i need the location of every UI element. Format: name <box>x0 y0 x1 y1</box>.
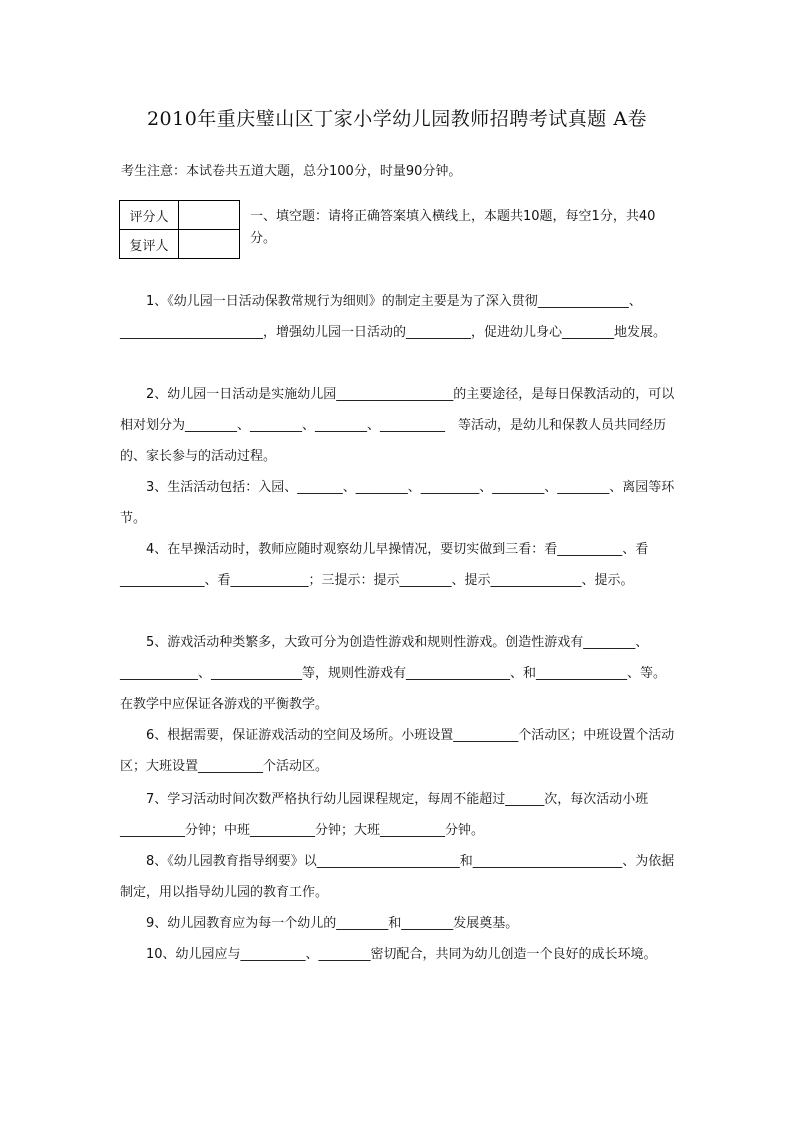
reviewer-cell[interactable] <box>179 230 240 259</box>
reviewer-label: 复评人 <box>120 230 179 259</box>
question-3 <box>120 472 676 534</box>
question-text: 10、幼儿园应与__________、________密切配合，共同为幼儿创造一个良好的成长环境。 <box>120 947 657 962</box>
question-text: 7、学习活动时间次数严格执行幼儿园课程规定，每周不能超过______次，每次活动小班__________分钟；中班__________分钟；大班__________分钟。 <box>120 792 649 838</box>
question-6 <box>120 720 676 782</box>
question-1 <box>120 286 676 348</box>
section-heading: 一、填空题：请将正确答案填入横线上，本题共10题，每空1分，共40分。 <box>250 209 656 246</box>
question-text: 3、生活活动包括：入园、_______、________、_________、________、________、离园等环节。 <box>120 480 675 526</box>
question-text: 9、幼儿园教育应为每一个幼儿的________和________发展奠基。 <box>120 916 519 931</box>
question-text: 2、幼儿园一日活动是实施幼儿园__________________的主要途径，是每日保教活动的，可以相对划分为________、________、________、__________ 等活动，是幼儿和保教人员共同经历的、家长参与的活动过程。 <box>120 387 675 464</box>
question-10 <box>120 939 676 970</box>
score-row-reviewer <box>120 230 240 259</box>
question-9 <box>120 908 676 939</box>
question-8 <box>120 846 676 908</box>
question-text: 4、在早操活动时，教师应随时观察幼儿早操情况，要切实做到三看：看__________、看_____________、看____________；三提示：提示________、提示______________、提示。 <box>120 542 649 588</box>
question-text: 6、根据需要，保证游戏活动的空间及场所。小班设置__________个活动区；中班设置个活动区；大班设置__________个活动区。 <box>120 728 675 774</box>
grader-label: 评分人 <box>120 201 179 230</box>
question-text: 1、《幼儿园一日活动保教常规行为细则》的制定主要是为了深入贯彻______________、______________________，增强幼儿园一日活动的__________，促进幼儿身心________地发展。 <box>120 294 667 340</box>
score-table <box>119 200 240 259</box>
exam-notice: 考生注意：本试卷共五道大题，总分100分，时量90分钟。 <box>121 164 462 179</box>
score-row-grader <box>120 201 240 230</box>
question-5 <box>120 627 676 720</box>
grader-cell[interactable] <box>179 201 240 230</box>
question-7 <box>120 784 676 846</box>
question-text: 5、游戏活动种类繁多，大致可分为创造性游戏和规则性游戏。创造性游戏有________、____________、______________等，规则性游戏有________________、和______________、等。在教学中应保证各游戏的平衡教学。 <box>120 635 667 712</box>
page-title: 2010年重庆璧山区丁家小学幼儿园教师招聘考试真题 A卷 <box>146 108 648 130</box>
question-4 <box>120 534 676 596</box>
question-text: 8、《幼儿园教育指导纲要》以______________________和_______________________、为依据制定，用以指导幼儿园的教育工作。 <box>120 854 675 900</box>
question-2 <box>120 379 676 472</box>
